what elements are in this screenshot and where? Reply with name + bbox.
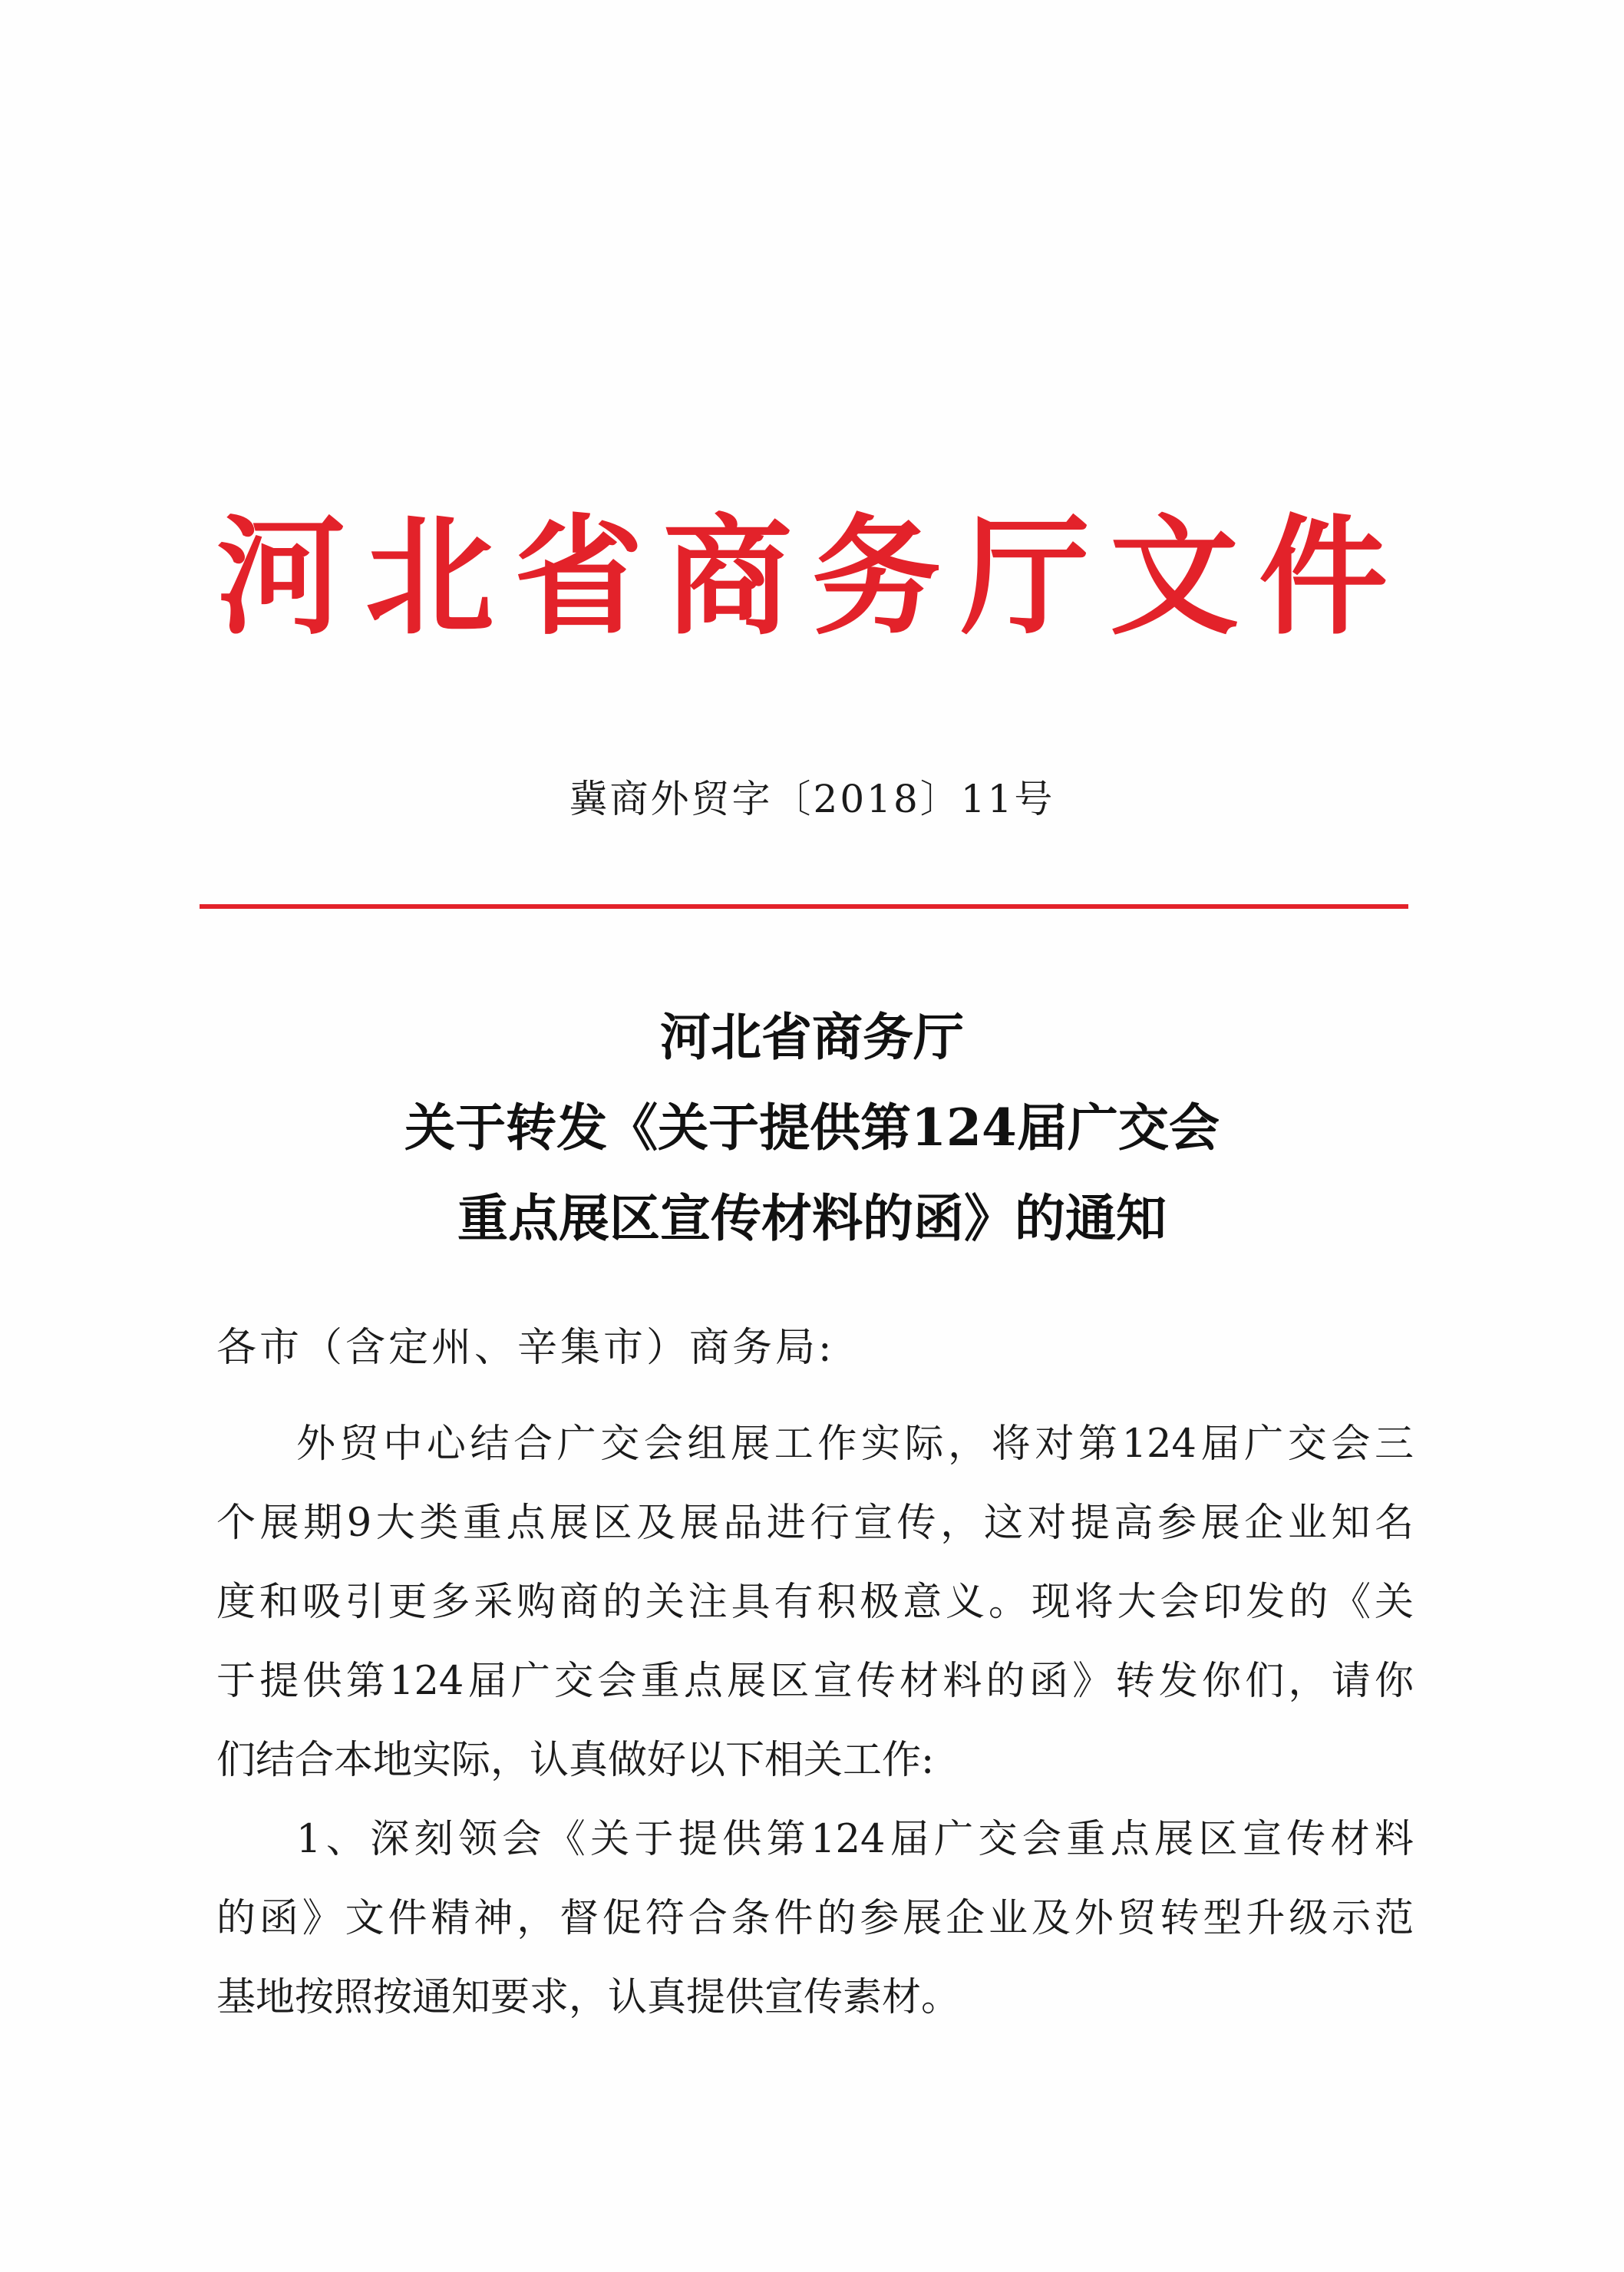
red-divider-line — [200, 904, 1408, 909]
body-line: 的函》文件精神，督促符合条件的参展企业及外贸转型升级示范 — [216, 1896, 1414, 1941]
body-line: 于提供第124届广交会重点展区宣传材料的函》转发你们，请你 — [216, 1659, 1414, 1704]
body-line: 们结合本地实际，认真做好以下相关工作: — [216, 1738, 935, 1783]
document-body — [216, 1405, 1414, 2037]
title-line-3: 重点展区宣传材料的函》的通知 — [457, 1188, 1167, 1248]
body-line: 个展期9大类重点展区及展品进行宣传，这对提高参展企业知名 — [216, 1501, 1414, 1546]
salutation: 各市（含定州、辛集市）商务局: — [216, 1325, 835, 1371]
document-masthead: 河北省商务厅文件 — [216, 502, 1408, 652]
body-line: 1、深刻领会《关于提供第124届广交会重点展区宣传材料 — [296, 1817, 1414, 1862]
document-number: 冀商外贸字〔2018〕11号 — [569, 777, 1055, 821]
body-line: 基地按照按通知要求，认真提供宣传素材。 — [216, 1975, 961, 2020]
document-title — [0, 992, 1624, 1263]
title-line-1: 河北省商务厅 — [660, 1007, 964, 1067]
body-line: 外贸中心结合广交会组展工作实际，将对第124届广交会三 — [296, 1422, 1414, 1467]
body-line: 度和吸引更多采购商的关注具有积极意义。现将大会印发的《关 — [216, 1580, 1414, 1625]
title-line-2: 关于转发《关于提供第124届广交会 — [404, 1098, 1220, 1157]
